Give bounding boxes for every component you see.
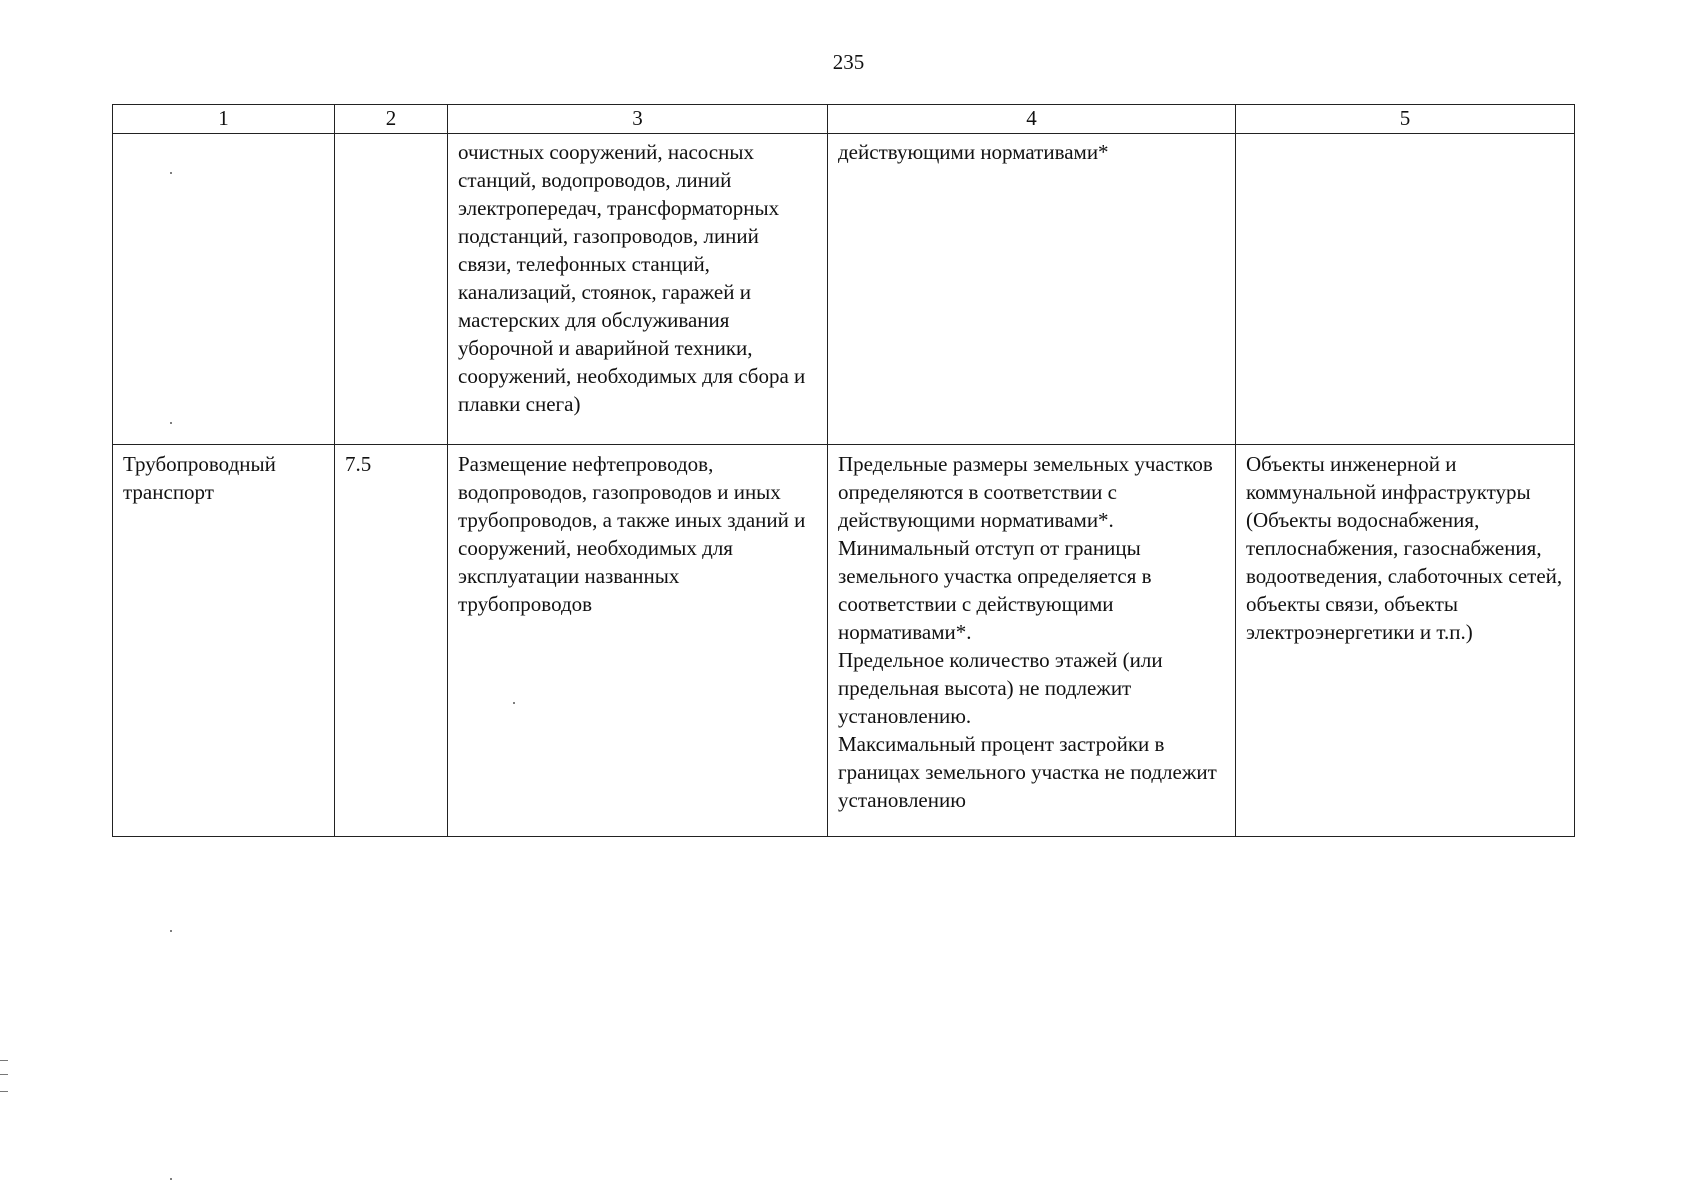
cell-text: Трубопроводный транспорт bbox=[123, 452, 276, 504]
column-header-4: 4 bbox=[828, 105, 1236, 134]
regulations-table bbox=[112, 104, 1575, 837]
cell-code bbox=[335, 445, 448, 837]
header-row bbox=[113, 105, 1575, 134]
scan-edge-marks bbox=[0, 1060, 8, 1092]
table-row bbox=[113, 445, 1575, 837]
table-row bbox=[113, 134, 1575, 445]
cell-text: Объекты инженерной и коммунальной инфраструктуры (Объекты водоснабжения, теплоснабжения, газоснабжения, водоотведения, слаботочных сетей, объекты связи, объекты электроэнергетики и т.п.) bbox=[1246, 452, 1563, 644]
cell-parameters bbox=[828, 445, 1236, 837]
column-header-3: 3 bbox=[448, 105, 828, 134]
table-body bbox=[113, 134, 1575, 837]
column-header-5: 5 bbox=[1236, 105, 1575, 134]
cell-text: очистных сооружений, насосных станций, водопроводов, линий электропередач, трансформаторных подстанций, газопроводов, линий связи, телефонных станций, канализаций, стоянок, гаражей и мастерских для обслуживания уборочной и аварийной техники, сооружений, необходимых для сбора и плавки снега) bbox=[458, 140, 806, 416]
cell-text: действующими нормативами* bbox=[838, 140, 1109, 164]
cell-auxiliary-uses bbox=[1236, 445, 1575, 837]
cell-description bbox=[448, 445, 828, 837]
cell-code bbox=[335, 134, 448, 445]
scan-speck bbox=[170, 930, 172, 932]
scan-speck bbox=[170, 1178, 172, 1180]
column-header-2: 2 bbox=[335, 105, 448, 134]
cell-use-type bbox=[113, 134, 335, 445]
cell-auxiliary-uses bbox=[1236, 134, 1575, 445]
cell-parameters bbox=[828, 134, 1236, 445]
column-header-1: 1 bbox=[113, 105, 335, 134]
cell-text: Предельные размеры земельных участков определяются в соответствии с действующими нормативами*. Минимальный отступ от границы земельного участка определяется в соответствии с действующими нормативами*. Предельное количество этажей (или предельная высота) не подлежит установлению. Максимальный процент застройки в границах земельного участка не подлежит установлению bbox=[838, 452, 1217, 812]
scan-speck bbox=[170, 172, 172, 174]
cell-text: Размещение нефтепроводов, водопроводов, газопроводов и иных трубопроводов, а также иных зданий и сооружений, необходимых для эксплуатации названных трубопроводов bbox=[458, 452, 806, 616]
scan-speck bbox=[170, 422, 172, 424]
cell-description bbox=[448, 134, 828, 445]
scan-speck bbox=[513, 702, 515, 704]
cell-use-type bbox=[113, 445, 335, 837]
page-number: 235 bbox=[832, 50, 865, 74]
table-header bbox=[113, 105, 1575, 134]
cell-text: 7.5 bbox=[345, 452, 372, 476]
